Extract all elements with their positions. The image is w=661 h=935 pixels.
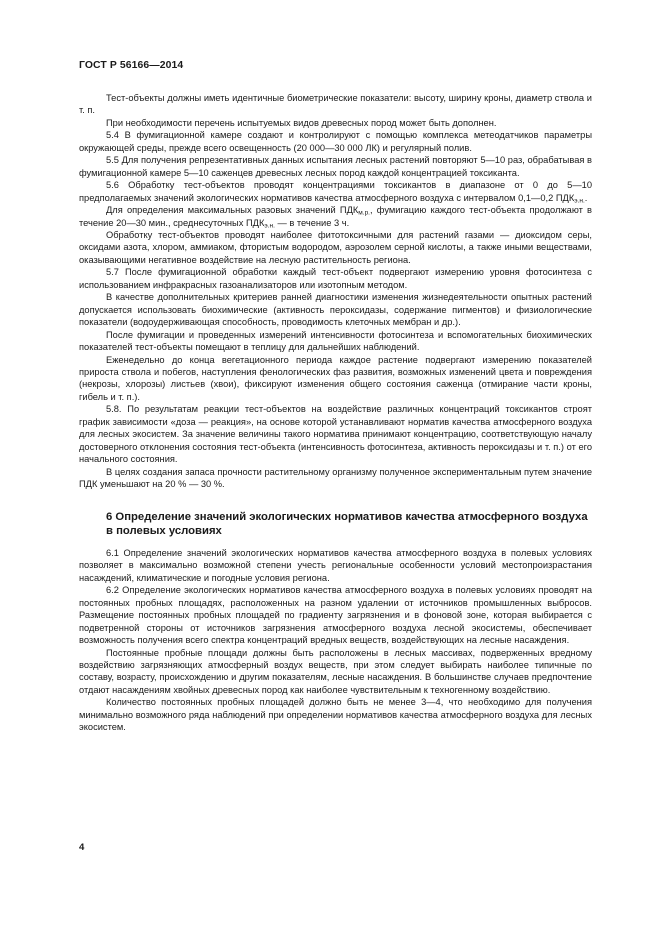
paragraph: В целях создания запаса прочности растительному организму полученное экспериментальным путем значение ПДК уменьшают на 20 % — 30 %. bbox=[79, 466, 592, 490]
paragraph-text: 5.6 Обработку тест-объектов проводят концентрациями токсикантов в диапазоне от 0 до 5—10 предполагаемых значений экологических нормативов качества атмосферного воздуха с интервалом 0,1—0,2 ПДК bbox=[79, 180, 592, 203]
paragraph-text: Для определения максимальных разовых значений ПДК bbox=[106, 205, 359, 216]
subscript-label: э.н. bbox=[574, 197, 585, 205]
paragraph: 5.5 Для получения репрезентативных данных испытания лесных растений повторяют 5—10 раз, обрабатывая в фумигационной камере 5—10 саженцев древесных лесных пород каждой концентрацией токсиканта. bbox=[79, 155, 592, 178]
paragraph: 6.2 Определение экологических нормативов качества атмосферного воздуха в полевых условиях проводят на постоянных пробных площадях, расположенных на разном удалении от источников промышленных выбросов. Размещение постоянных пробных площадей по градиенту загрязнения и в фоновой зоне, которая выбирается с подветренной стороны от источников загрязнения атмосферного воздуха лесной экосистемы, обеспечивает возможность получения всего спектра концентраций вредных веществ, воздействующих на лесные насаждения. bbox=[79, 585, 592, 646]
paragraph: После фумигации и проведенных измерений интенсивности фотосинтеза и вспомогательных биохимических показателей тест-объекты помещают в теплицу для дальнейших наблюдений. bbox=[79, 329, 592, 353]
document-body bbox=[79, 92, 592, 734]
paragraph-text: — в течение 3 ч. bbox=[274, 217, 350, 228]
page-number: 4 bbox=[79, 842, 85, 853]
paragraph-text: , фумигацию каждого тест-объекта продолжают в течение 20—30 мин., среднесуточных ПДК bbox=[79, 205, 592, 228]
section-heading: 6 Определение значений экологических нормативов качества атмосферного воздуха в полевых условиях bbox=[106, 510, 588, 537]
paragraph: В качестве дополнительных критериев ранней диагностики изменения жизнедеятельности опытных растений допускается использовать биохимические (активность пероксидазы, содержание пигментов) и физиологические показатели (водоудерживающая способность, проводимость клеточных мембран и др.). bbox=[79, 292, 592, 328]
paragraph: Постоянные пробные площади должны быть расположены в лесных массивах, подверженных вредному воздействию загрязняющих атмосферный воздух веществ, при этом следует выбирать наиболее типичные по составу, возрасту, происхождению и другим показателям, лесные насаждения. В большинстве случаев предпочтение отдают насаждениям хвойных древесных пород как наиболее чувствительным к техногенному воздействию. bbox=[79, 647, 592, 695]
paragraph: 5.7 После фумигационной обработки каждый тест-объект подвергают измерению уровня фотосинтеза с использованием инфракрасных газоанализаторов или изотопным методом. bbox=[79, 267, 592, 290]
subscript-label: э.н. bbox=[264, 222, 275, 230]
subscript-label: м.р. bbox=[358, 209, 370, 217]
paragraph: 6.1 Определение значений экологических нормативов качества атмосферного воздуха в полевых условиях позволяет в максимально возможной степени учесть региональные особенности условий местопроизрастания насаждений, климатические и погодные условия региона. bbox=[79, 547, 592, 583]
paragraph bbox=[79, 204, 592, 229]
paragraph: 5.6 Обработку тест-объектов проводят концентрациями токсикантов в диапазоне от 0 до 5—10 предполагаемых значений экологических нормативов качества атмосферного воздуха с интервалом 0,1—0,2 $ПДК_{э.н.}$. bbox=[79, 180, 592, 205]
paragraph: 5.8. По результатам реакции тест-объектов на воздействие различных концентраций токсикантов строят график зависимости «доза — реакция», на основе которой устанавливают норматив качества атмосферного воздуха для лесных экосистем. За значение величины такого норматива принимают концентрацию, соответствующую началу достоверного отклонения состояния тест-объекта (интенсивность фотосинтеза, активность пероксидазы и т. п.) от его начального состояния. bbox=[79, 404, 592, 465]
paragraph: Обработку тест-объектов проводят наиболее фитотоксичными для растений газами — диоксидом серы, оксидами азота, хлором, аммиаком, фтористым водородом, аэрозолем серной кислоты, а также иными веществами, оказывающими негативное воздействие на лесную растительность региона. bbox=[79, 229, 592, 265]
paragraph: Количество постоянных пробных площадей должно быть не менее 3—4, что необходимо для получения минимально возможного ряда наблюдений при определении нормативов качества атмосферного воздуха для лесных экосистем. bbox=[79, 697, 592, 733]
paragraph: 5.4 В фумигационной камере создают и контролируют с помощью комплекса метеодатчиков параметры окружающей среды, прежде всего освещенность (20 000—30 000 ЛК) и регулярный полив. bbox=[79, 130, 592, 153]
paragraph: Еженедельно до конца вегетационного периода каждое растение подвергают измерению показателей прироста ствола и побегов, наступления фенологических фаз развития, возможных изменений цвета и повреждения (некрозы, хлорозы) листьев (хвои), фиксируют изменения общего состояния саженца (отмирание части кроны, гибель и т. п.). bbox=[79, 354, 592, 402]
paragraph: Тест-объекты должны иметь идентичные биометрические показатели: высоту, ширину кроны, диаметр ствола и т. п. bbox=[79, 93, 592, 116]
document-header: ГОСТ Р 56166—2014 bbox=[79, 60, 184, 71]
paragraph: При необходимости перечень испытуемых видов древесных пород может быть дополнен. bbox=[106, 117, 497, 128]
